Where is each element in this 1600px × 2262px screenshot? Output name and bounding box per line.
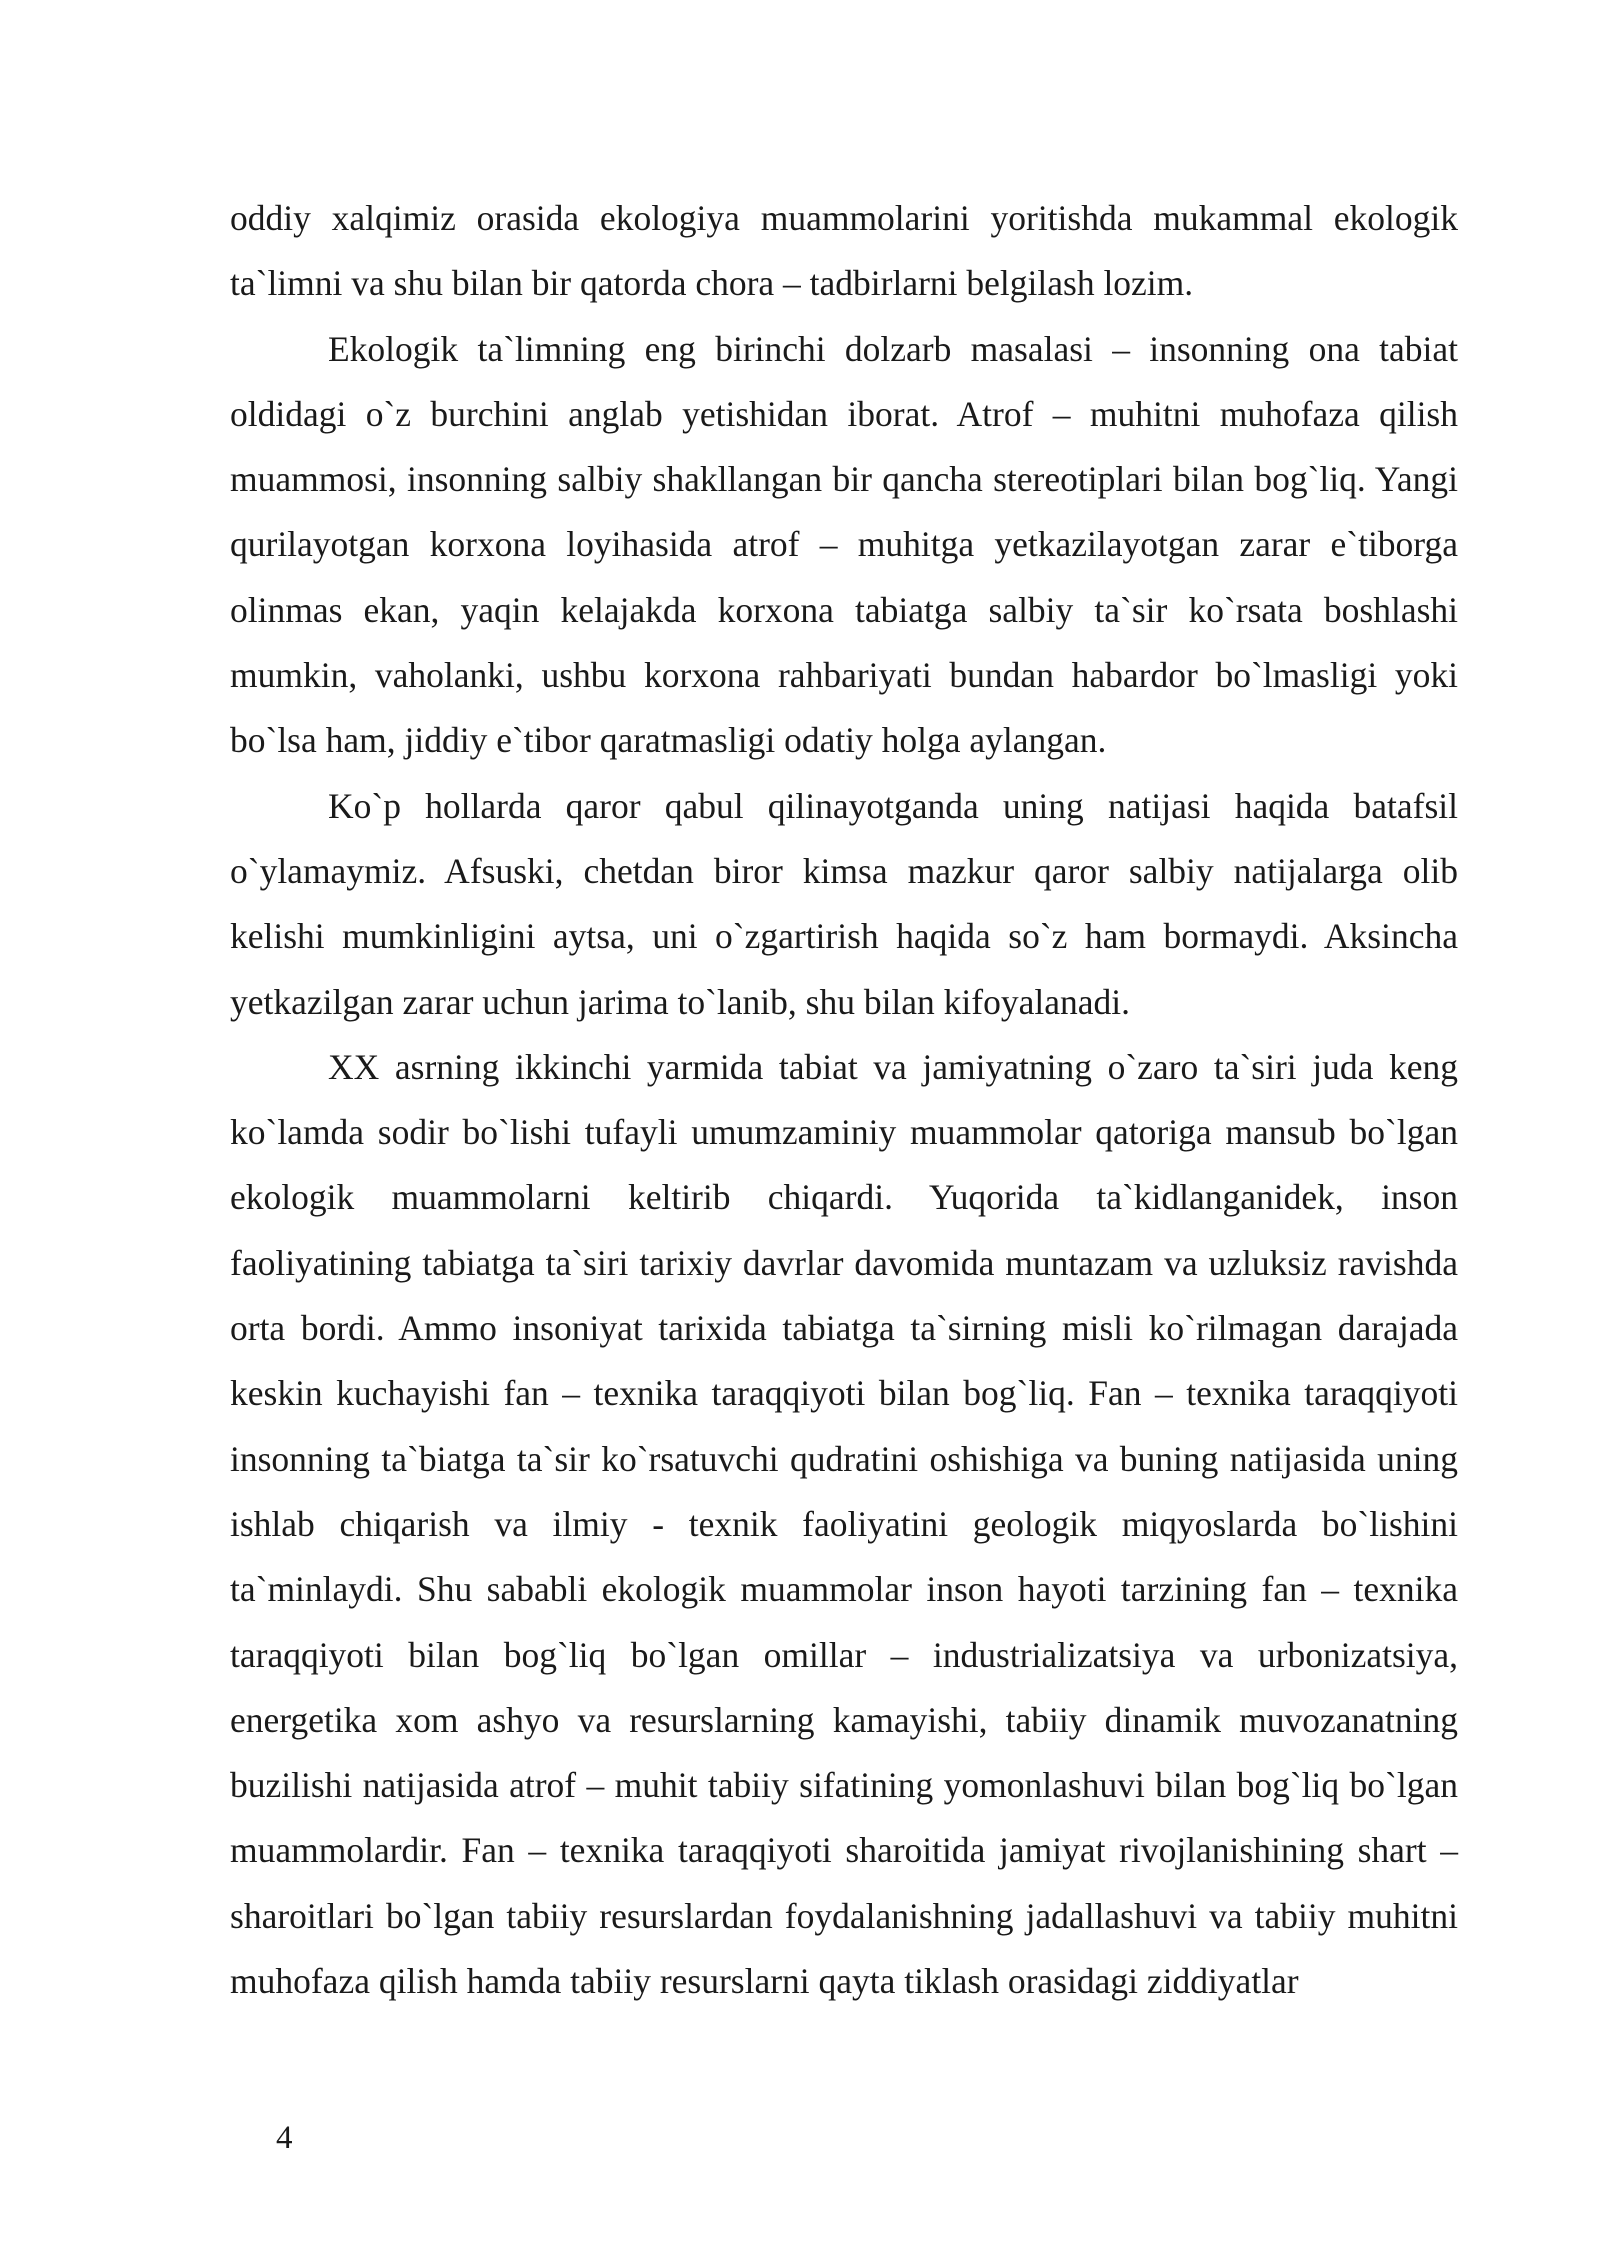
page-body	[230, 186, 1458, 2014]
paragraph-xx-asr: XX asrning ikkinchi yarmida tabiat va jamiyatning o`zaro ta`siri juda keng ko`lamda sodir bo`lishi tufayli umumzaminiy muammolar qatoriga mansub bo`lgan ekologik muammolarni keltirib chiqardi. Yuqorida ta`kidlanganidek, inson faoliyatining tabiatga ta`siri tarixiy davrlar davomida muntazam va uzluksiz ravishda orta bordi. Ammo insoniyat tarixida tabiatga ta`sirning misli ko`rilmagan darajada keskin kuchayishi fan – texnika taraqqiyoti bilan bog`liq. Fan – texnika taraqqiyoti insonning ta`biatga ta`sir ko`rsatuvchi qudratini oshishiga va buning natijasida uning ishlab chiqarish va ilmiy - texnik faoliyatini geologik miqyoslarda bo`lishini ta`minlaydi. Shu sababli ekologik muammolar inson hayoti tarzining fan – texnika taraqqiyoti bilan bog`liq bo`lgan omillar – industrializatsiya va urbonizatsiya, energetika xom ashyo va resurslarning kamayishi, tabiiy dinamik muvozanatning buzilishi natijasida atrof – muhit tabiiy sifatining yomonlashuvi bilan bog`liq bo`lgan muammolardir. Fan – texnika taraqqiyoti sharoitida jamiyat rivojlanishining shart – sharoitlari bo`lgan tabiiy resurslardan foydalanishning jadallashuvi va tabiiy muhitni muhofaza qilish hamda tabiiy resurslarni qayta tiklash orasidagi ziddiyatlar	[230, 1046, 1458, 2002]
paragraph-ekologik-talim: Ekologik ta`limning eng birinchi dolzarb masalasi – insonning ona tabiat oldidagi o`z burchini anglab yetishidan iborat. Atrof – muhitni muhofaza qilish muammosi, insonning salbiy shakllangan bir qancha stereotiplari bilan bog`liq. Yangi qurilayotgan korxona loyihasida atrof – muhitga yetkazilayotgan zarar e`tiborga olinmas ekan, yaqin kelajakda korxona tabiatga salbiy ta`sir ko`rsata boshlashi mumkin, vaholanki, ushbu korxona rahbariyati bundan habardor bo`lmasligi yoki bo`lsa ham, jiddiy e`tibor qaratmasligi odatiy holga aylangan.	[230, 328, 1458, 761]
paragraph-qaror-qabul: Ko`p hollarda qaror qabul qilinayotganda uning natijasi haqida batafsil o`ylamaymiz. Afsuski, chetdan biror kimsa mazkur qaror salbiy natijalarga olib kelishi mumkinligini aytsa, uni o`zgartirish haqida so`z ham bormaydi. Aksincha yetkazilgan zarar uchun jarima to`lanib, shu bilan kifoyalanadi.	[230, 785, 1458, 1022]
page-number: 4	[276, 2120, 293, 2156]
paragraph-continuation: oddiy xalqimiz orasida ekologiya muammolarini yoritishda mukammal ekologik ta`limni va shu bilan bir qatorda chora – tadbirlarni belgilash lozim.	[230, 198, 1458, 304]
